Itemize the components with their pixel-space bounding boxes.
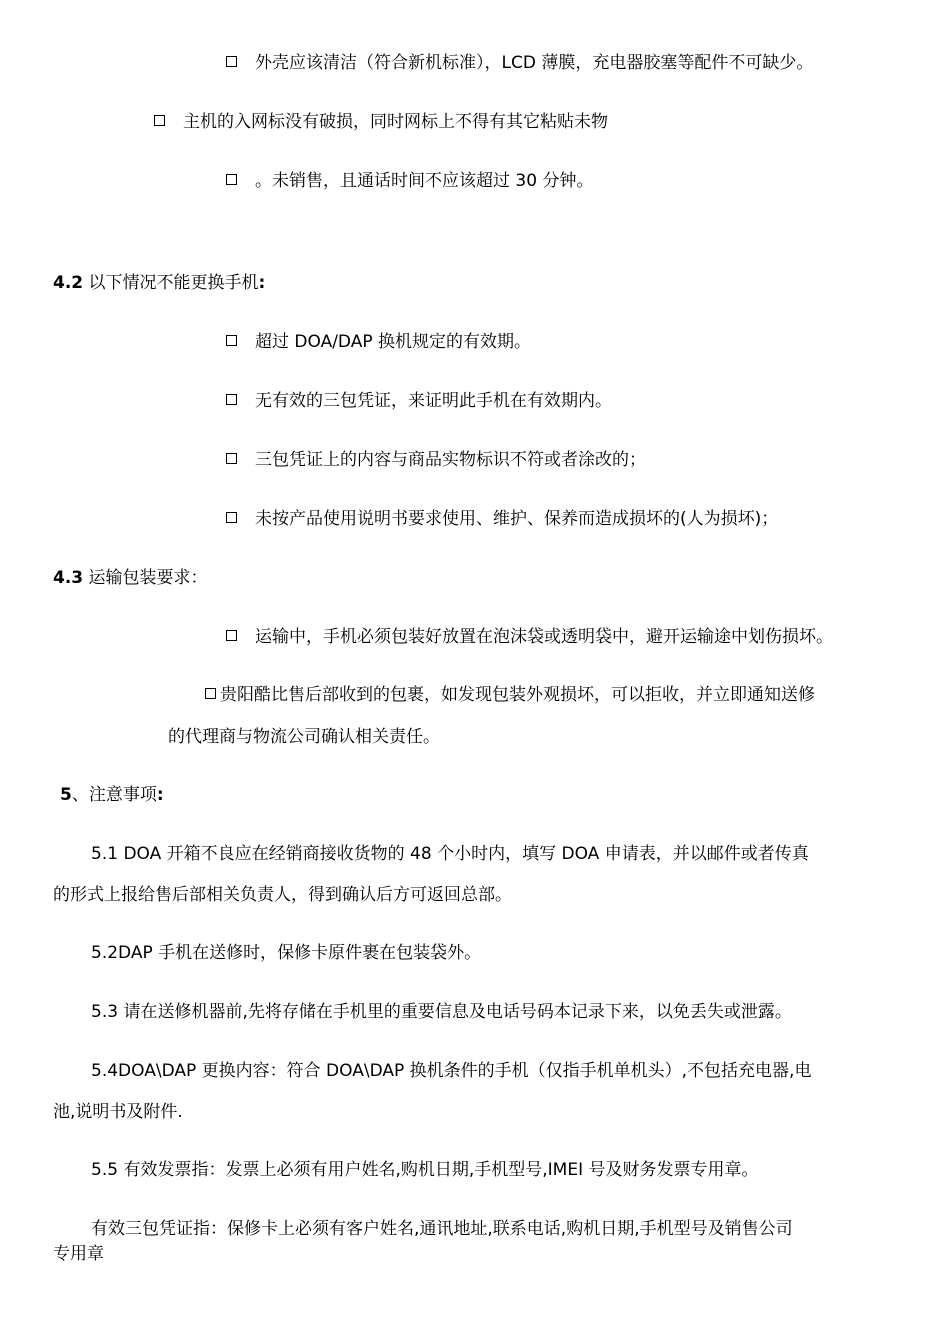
checkbox-square-icon xyxy=(226,56,237,67)
bullet-line: 未按产品使用说明书要求使用、维护、保养而造成损坏的(人为损坏)； xyxy=(226,508,778,530)
paragraph-5-4-continued: 池,说明书及附件. xyxy=(53,1102,183,1122)
paragraph-warranty-continued: 专用章 xyxy=(53,1244,104,1264)
checkbox-square-icon xyxy=(226,335,237,346)
bullet-line: 主机的入网标没有破损，同时网标上不得有其它粘贴未物 xyxy=(154,111,608,133)
paragraph-5-1-continued: 的形式上报给售后部相关负责人，得到确认后方可返回总部。 xyxy=(53,885,512,905)
paragraph-5-4: 5.4DOA\DAP 更换内容：符合 DOA\DAP 换机条件的手机（仅指手机单机头）,不包括充电器,电 xyxy=(91,1061,812,1081)
bullet-line-continued: 的代理商与物流公司确认相关责任。 xyxy=(168,727,440,747)
paragraph-5-5: 5.5 有效发票指：发票上必须有用户姓名,购机日期,手机型号,IMEI 号及财务发票专用章。 xyxy=(91,1160,759,1180)
checkbox-square-icon xyxy=(154,115,165,126)
paragraph-5-2: 5.2DAP 手机在送修时，保修卡原件裹在包装袋外。 xyxy=(91,943,482,963)
section-heading-4-2: 4.2 以下情况不能更换手机: xyxy=(53,273,266,293)
bullet-line: 贵阳酷比售后部收到的包裹，如发现包装外观损坏，可以拒收，并立即通知送修 xyxy=(205,684,815,706)
paragraph-5-3: 5.3 请在送修机器前,先将存储在手机里的重要信息及电话号码本记录下来，以免丢失或泄露。 xyxy=(91,1002,792,1022)
paragraph-warranty: 有效三包凭证指：保修卡上必须有客户姓名,通讯地址,联系电话,购机日期,手机型号及销售公司 xyxy=(91,1219,793,1239)
bullet-line: 。未销售，且通话时间不应该超过 30 分钟。 xyxy=(226,170,593,192)
bullet-line: 三包凭证上的内容与商品实物标识不符或者涂改的； xyxy=(226,449,646,471)
paragraph-5-1: 5.1 DOA 开箱不良应在经销商接收货物的 48 个小时内，填写 DOA 申请表，并以邮件或者传真 xyxy=(91,844,809,864)
checkbox-square-icon xyxy=(226,394,237,405)
checkbox-square-icon xyxy=(226,630,237,641)
checkbox-square-icon xyxy=(226,174,237,185)
checkbox-square-icon xyxy=(226,453,237,464)
bullet-line: 无有效的三包凭证，来证明此手机在有效期内。 xyxy=(226,390,612,412)
bullet-line: 超过 DOA/DAP 换机规定的有效期。 xyxy=(226,331,531,353)
checkbox-square-icon xyxy=(226,512,237,523)
bullet-line: 外壳应该清洁（符合新机标准），LCD 薄膜，充电器胶塞等配件不可缺少。 xyxy=(226,52,813,74)
checkbox-square-icon xyxy=(205,688,216,699)
bullet-line: 运输中，手机必须包装好放置在泡沫袋或透明袋中，避开运输途中划伤损坏。 xyxy=(226,626,833,648)
section-heading-5: 5、注意事项: xyxy=(60,785,164,805)
section-heading-4-3: 4.3 运输包装要求： xyxy=(53,568,208,588)
